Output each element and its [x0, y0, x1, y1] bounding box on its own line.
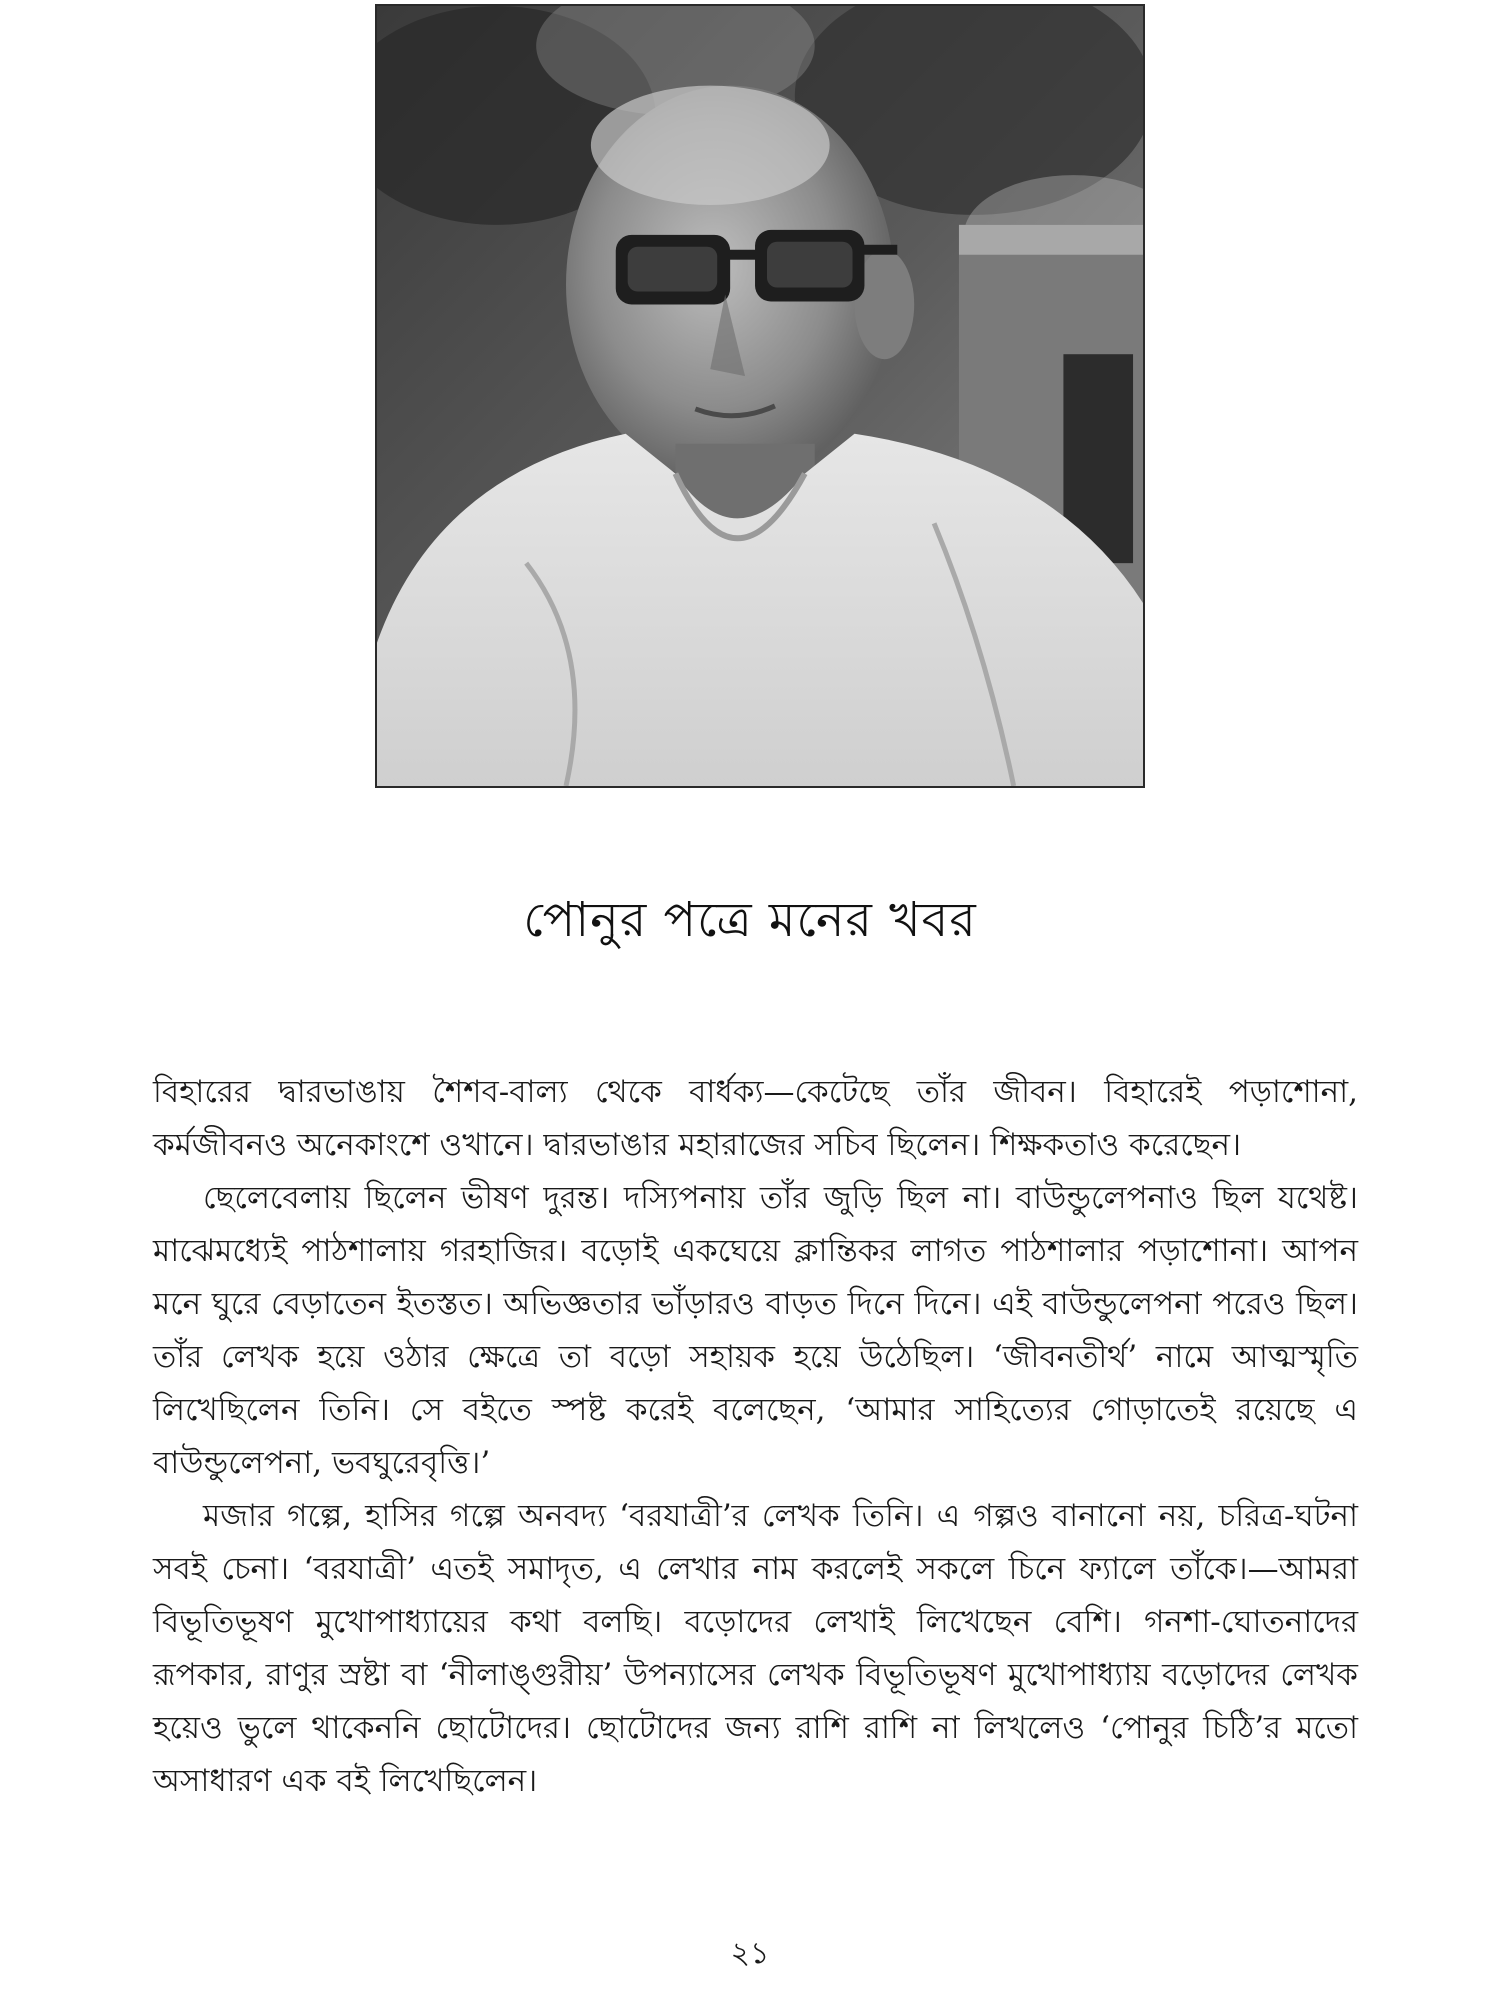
paragraph-1: বিহারের দ্বারভাঙায় শৈশব-বাল্য থেকে বার্ধক্য—কেটেছে তাঁর জীবন। বিহারেই পড়াশোনা, কর্মজীবনও অনেকাংশে ওখানে। দ্বারভাঙার মহারাজের সচিব ছিলেন। শিক্ষকতাও করেছেন।: [153, 1074, 1358, 1163]
page-number: ২১: [730, 1936, 770, 1971]
paragraph-3: মজার গল্পে, হাসির গল্পে অনবদ্য ‘বরযাত্রী’র লেখক তিনি। এ গল্পও বানানো নয়, চরিত্র-ঘটনা সবই চেনা। ‘বরযাত্রী’ এতই সমাদৃত, এ লেখার নাম করলেই সকলে চিনে ফ্যালে তাঁকে।—আমরা বিভূতিভূষণ মুখোপাধ্যায়ের কথা বলছি। বড়োদের লেখাই লিখেছেন বেশি। গনশা-ঘোতনাদের রূপকার, রাণুর স্রষ্টা বা ‘নীলাঙ্গুরীয়’ উপন্যাসের লেখক বিভূতিভূষণ মুখোপাধ্যায় বড়োদের লেখক হয়েও ভুলে থাকেননি ছোটোদের। ছোটোদের জন্য রাশি রাশি না লিখলেও ‘পোনুর চিঠি’র মতো অসাধারণ এক বই লিখেছিলেন।: [153, 1498, 1358, 1799]
chapter-title: পোনুর পত্রে মনের খবর: [523, 892, 977, 948]
paragraph-2: ছেলেবেলায় ছিলেন ভীষণ দুরন্ত। দস্যিপনায় তাঁর জুড়ি ছিল না। বাউন্ডুলেপনাও ছিল যথেষ্ট। মাঝেমধ্যেই পাঠশালায় গরহাজির। বড়োই একঘেয়ে ক্লান্তিকর লাগত পাঠশালার পড়াশোনা। আপন মনে ঘুরে বেড়াতেন ইতস্তত। অভিজ্ঞতার ভাঁড়ারও বাড়ত দিনে দিনে। এই বাউন্ডুলেপনা পরেও ছিল। তাঁর লেখক হয়ে ওঠার ক্ষেত্রে তা বড়ো সহায়ক হয়ে উঠেছিল। ‘জীবনতীর্থ’ নামে আত্মস্মৃতি লিখেছিলেন তিনি। সে বইতে স্পষ্ট করেই বলেছেন, ‘আমার সাহিত্যের গোড়াতেই রয়েছে এ বাউন্ডুলেপনা, ভবঘুরেবৃত্তি।’: [153, 1180, 1358, 1481]
portrait-photo: [375, 4, 1145, 788]
portrait-photo-icon: [377, 6, 1143, 786]
body-text: [153, 1066, 1358, 1808]
